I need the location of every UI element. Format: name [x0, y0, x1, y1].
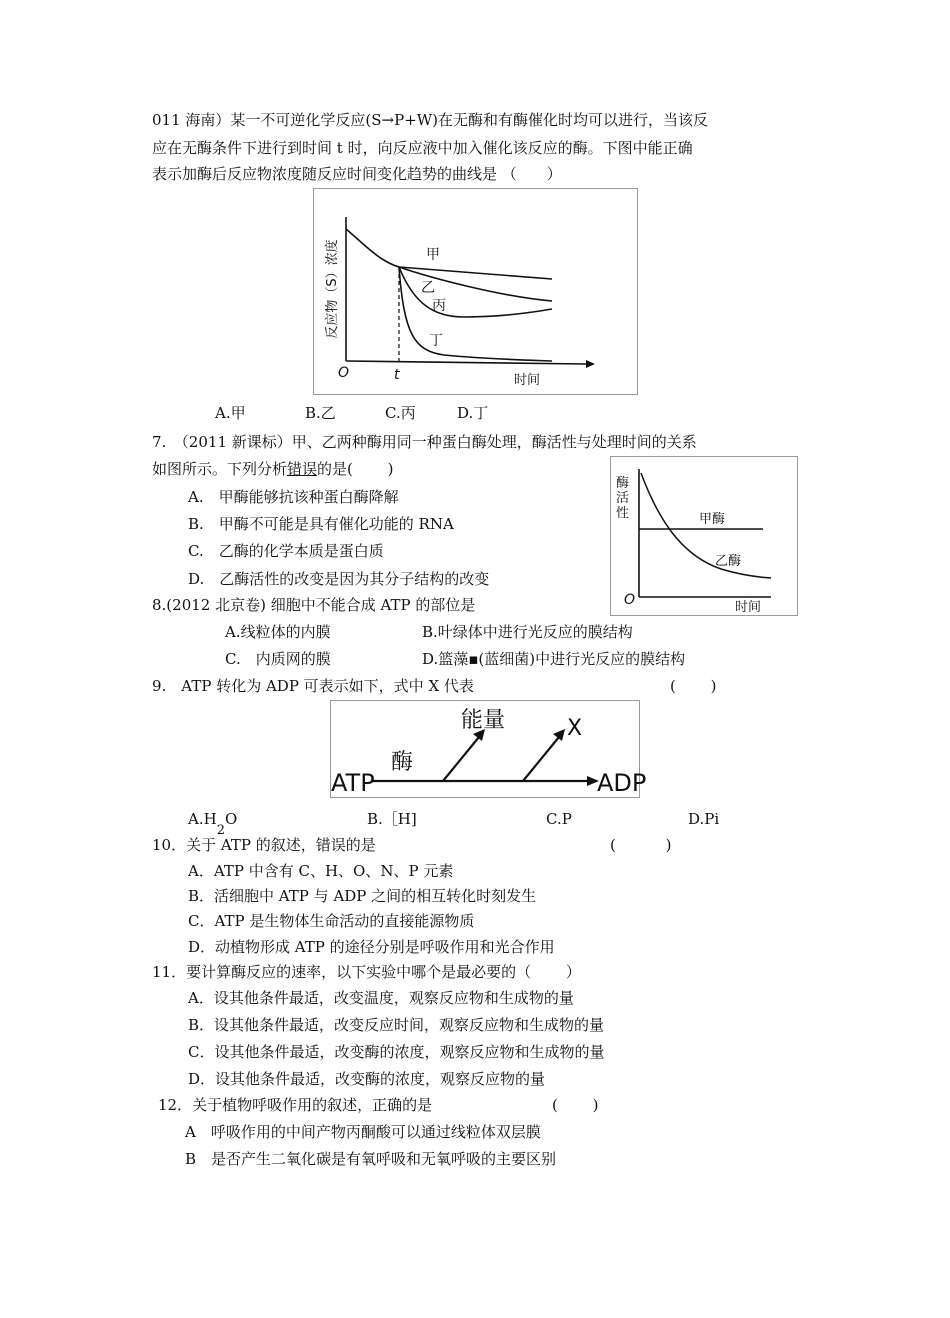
- q11-option-c: C．设其他条件最适，改变酶的浓度，观察反应物和生成物的量: [188, 1043, 605, 1061]
- q9-option-d: D.Pi: [688, 810, 720, 828]
- q9-x-label: X: [567, 716, 583, 741]
- q11-option-d: D．设其他条件最适，改变酶的浓度，观察反应物的量: [188, 1070, 546, 1088]
- q10-option-a: A．ATP 中含有 C、H、O、N、P 元素: [188, 862, 454, 880]
- q6-concentration-figure: [313, 188, 638, 395]
- q8-option-d: D.篮藻▪(蓝细菌)中进行光反应的膜结构: [422, 650, 686, 668]
- q7-label-yi: 乙酶: [715, 554, 742, 569]
- q12-option-b: B 是否产生二氧化碳是有氧呼吸和无氧呼吸的主要区别: [185, 1150, 557, 1168]
- q6-x-axis-label: 时间: [514, 373, 541, 388]
- q12-answer-paren: ( ): [552, 1096, 599, 1114]
- q9-atp-diagram: [330, 700, 647, 798]
- q10-option-d: D．动植物形成 ATP 的途径分别是呼吸作用和光合作用: [188, 938, 555, 956]
- q6-option-c: C.丙: [385, 404, 416, 422]
- q7-stem-paren: 的是( ): [317, 460, 394, 478]
- q12-option-a: A 呼吸作用的中间产物丙酮酸可以通过线粒体双层膜: [185, 1123, 541, 1141]
- q6-option-a: A.甲: [215, 404, 246, 422]
- q11-option-a: A．设其他条件最适，改变温度，观察反应物和生成物的量: [188, 989, 574, 1007]
- q7-option-c: C. 乙酶的化学本质是蛋白质: [188, 542, 384, 560]
- q7-origin-label: O: [624, 592, 636, 608]
- q9-atp-label: ATP: [331, 769, 375, 797]
- q10-stem: 10．关于 ATP 的叙述，错误的是: [152, 836, 376, 854]
- q6-label-bing: 丙: [432, 298, 446, 314]
- q7-option-d: D. 乙酶活性的改变是因为其分子结构的改变: [188, 570, 490, 588]
- q9-energy-arrow-line: [443, 737, 479, 781]
- q6-label-jia: 甲: [426, 247, 440, 263]
- q8-option-c: C. 内质网的膜: [225, 650, 331, 668]
- q7-y-label-char-2: 活: [616, 491, 630, 506]
- q7-option-a: A. 甲酶能够抗该种蛋白酶降解: [188, 488, 399, 506]
- q9-option-c: C.P: [546, 810, 572, 828]
- q9-option-a-subscript: 2: [216, 823, 225, 838]
- q12-stem: 12．关于植物呼吸作用的叙述，正确的是: [158, 1096, 433, 1114]
- q9-enzyme-label: 酶: [391, 750, 414, 775]
- q11-option-b: B．设其他条件最适，改变反应时间，观察反应物和生成物的量: [188, 1016, 605, 1034]
- q11-stem: 11．要计算酶反应的速率，以下实验中哪个是最必要的（ ）: [152, 963, 581, 981]
- q6-option-b: B.乙: [305, 404, 336, 422]
- q6-y-axis-label: 反应物（S）浓度: [325, 239, 340, 339]
- q10-answer-paren: ( ): [610, 836, 672, 854]
- q7-option-b: B. 甲酶不可能是具有催化功能的 RNA: [188, 515, 454, 533]
- q8-option-b: B.叶绿体中进行光反应的膜结构: [422, 623, 633, 641]
- q7-y-label-char-3: 性: [616, 506, 630, 521]
- q6-initial-curve: [346, 229, 399, 267]
- q7-stem-underlined: 错误: [287, 460, 318, 478]
- q7-enzyme-activity-figure: [610, 456, 798, 616]
- q6-t-label: t: [394, 367, 400, 383]
- q9-option-b: B.［H]: [367, 810, 417, 828]
- q9-stem: 9. ATP 转化为 ADP 可表示如下，式中 X 代表: [152, 677, 474, 695]
- q7-y-label-char-1: 酶: [616, 476, 630, 491]
- q8-option-a: A.线粒体的内膜: [225, 623, 331, 641]
- q9-x-arrow-line: [523, 737, 559, 781]
- q7-x-axis-label: 时间: [735, 600, 762, 615]
- q6-x-axis-arrow: [586, 360, 595, 368]
- q6-origin-label: O: [338, 365, 350, 381]
- q7-stem-text: 如图所示。下列分析: [152, 460, 288, 478]
- q6-stem-line-2: 应在无酶条件下进行到时间 t 时，向反应液中加入催化该反应的酶。下图中能正确: [152, 139, 693, 157]
- q7-stem-line-2: [152, 459, 394, 479]
- q6-stem-line-1: 011 海南）某一不可逆化学反应(S→P+W)在无酶和有酶催化时均可以进行，当该反: [152, 111, 709, 129]
- q10-option-b: B．活细胞中 ATP 与 ADP 之间的相互转化时刻发生: [188, 887, 537, 905]
- q6-label-yi: 乙: [421, 280, 435, 296]
- q6-option-d: D.丁: [457, 404, 489, 422]
- q6-stem-line-3: 表示加酶后反应物浓度随反应时间变化趋势的曲线是 （ ）: [152, 165, 562, 183]
- q7-stem-line-1: 7. （2011 新课标）甲、乙两种酶用同一种蛋白酶处理，酶活性与处理时间的关系: [152, 433, 697, 451]
- q9-option-a: A.H2O: [188, 810, 238, 838]
- q8-stem: 8.(2012 北京卷) 细胞中不能合成 ATP 的部位是: [152, 596, 476, 614]
- q10-option-c: C．ATP 是生物体生命活动的直接能源物质: [188, 912, 475, 930]
- q9-x-arrowhead: [553, 729, 565, 741]
- q7-label-jia: 甲酶: [699, 512, 726, 527]
- q9-energy-label: 能量: [461, 708, 506, 733]
- q9-adp-label: ADP: [597, 769, 647, 797]
- q6-curve-jia: [399, 267, 552, 279]
- q9-answer-paren: ( ): [670, 677, 717, 695]
- q6-label-ding: 丁: [429, 333, 443, 349]
